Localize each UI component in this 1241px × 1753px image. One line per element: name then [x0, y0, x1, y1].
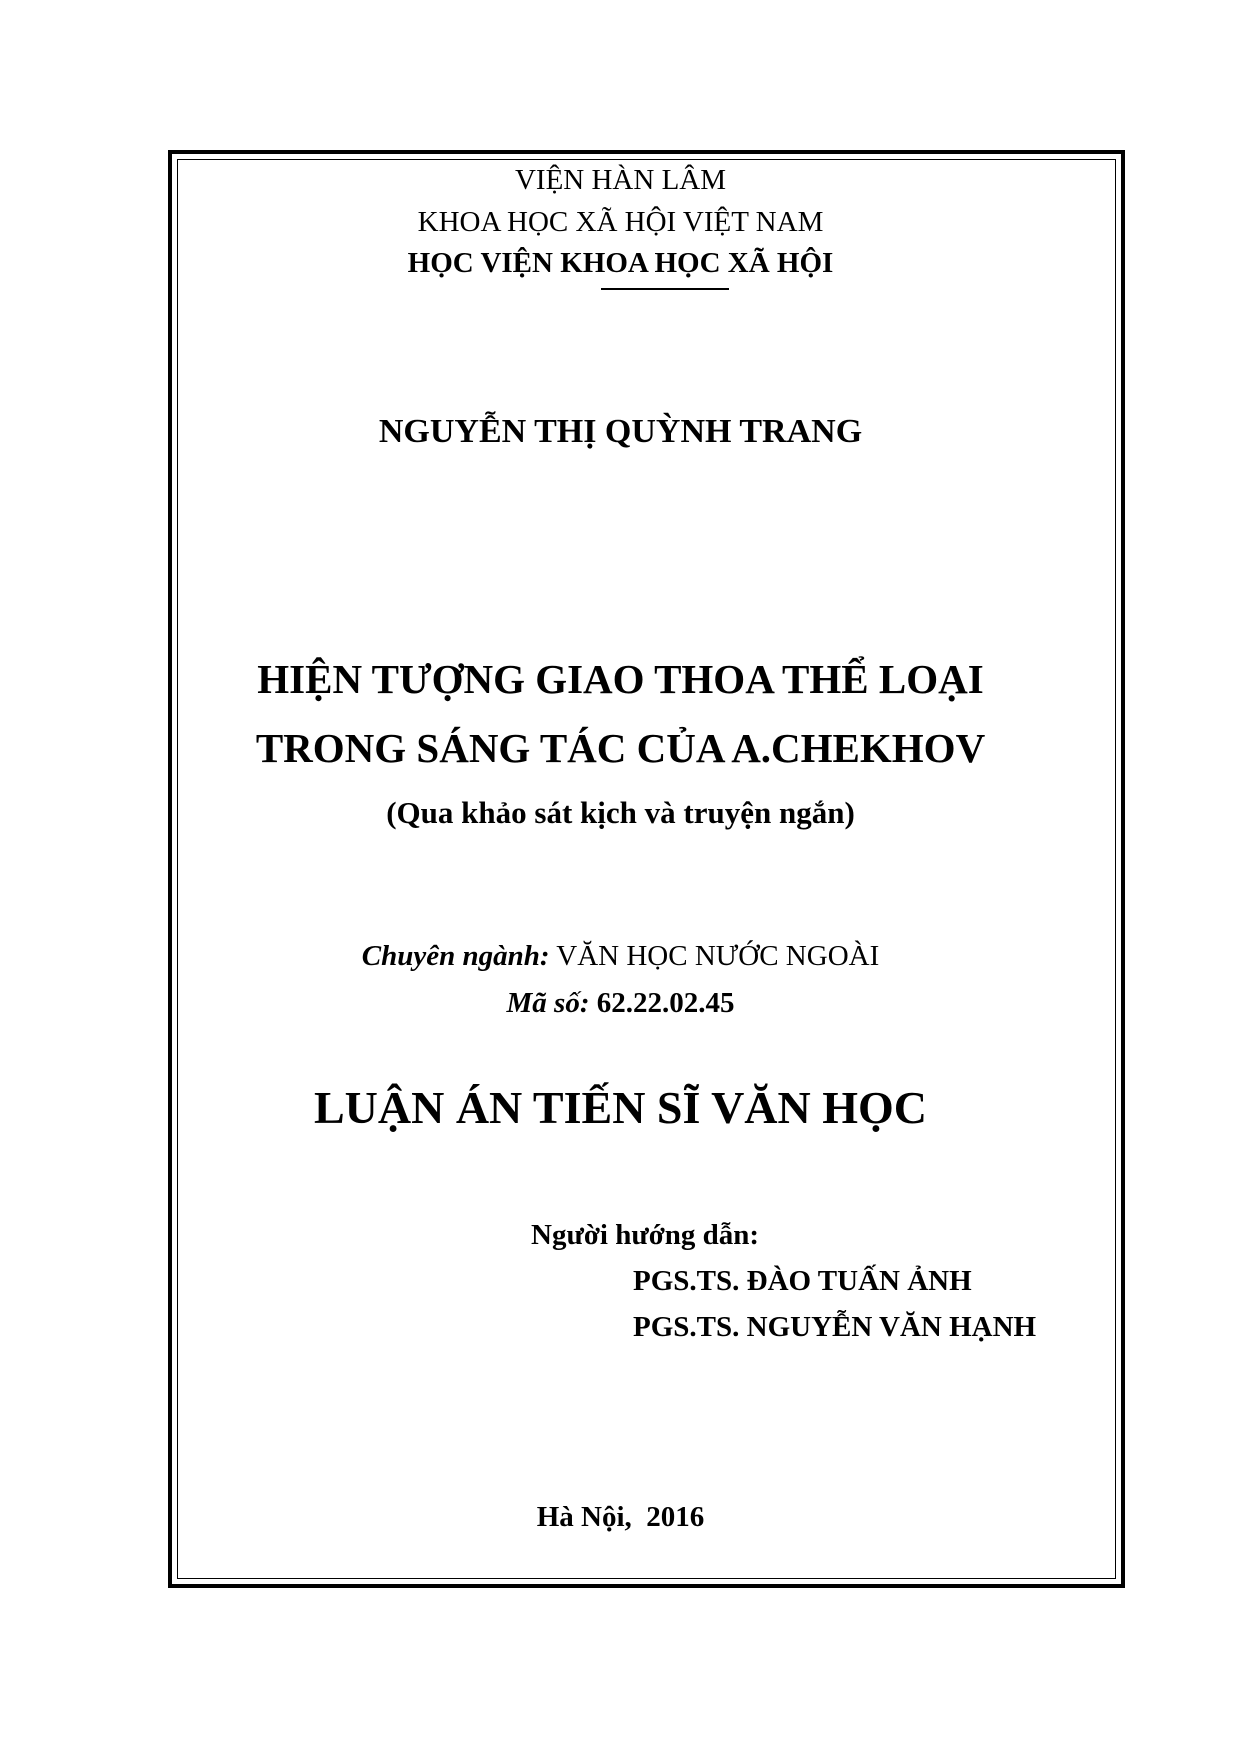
advisors-label: Người hướng dẫn:	[531, 1219, 760, 1251]
page-border-inner	[177, 159, 1116, 1579]
institution-line-3: HỌC VIỆN KHOA HỌC XÃ HỘI	[407, 247, 834, 279]
author-name: NGUYỄN THỊ QUỲNH TRANG	[378, 413, 863, 450]
code-number	[0, 987, 1241, 1020]
thesis-subtitle: (Qua khảo sát kịch và truyện ngắn)	[386, 795, 855, 830]
institution-divider	[601, 288, 729, 290]
thesis-title-line-1: HIỆN TƯỢNG GIAO THOA THỂ LOẠI	[257, 656, 984, 702]
advisor-name-1: PGS.TS. ĐÀO TUẤN ẢNH	[633, 1265, 972, 1297]
thesis-title-line-2: TRONG SÁNG TÁC CỦA A.CHEKHOV	[255, 725, 986, 771]
specialization-value: VĂN HỌC NƯỚC NGOÀI	[556, 940, 880, 972]
advisor-name-2: PGS.TS. NGUYỄN VĂN HẠNH	[633, 1311, 1037, 1343]
degree-title: LUẬN ÁN TIẾN SĨ VĂN HỌC	[313, 1082, 928, 1133]
code-value: 62.22.02.45	[596, 987, 735, 1019]
institution-line-2: KHOA HỌC XÃ HỘI VIỆT NAM	[417, 206, 824, 238]
place-and-year: Hà Nội, 2016	[536, 1501, 705, 1533]
specialization	[0, 940, 1241, 973]
code-label: Mã số:	[506, 987, 590, 1019]
specialization-label: Chuyên ngành:	[361, 940, 550, 972]
institution-line-1: VIỆN HÀN LÂM	[514, 164, 727, 196]
